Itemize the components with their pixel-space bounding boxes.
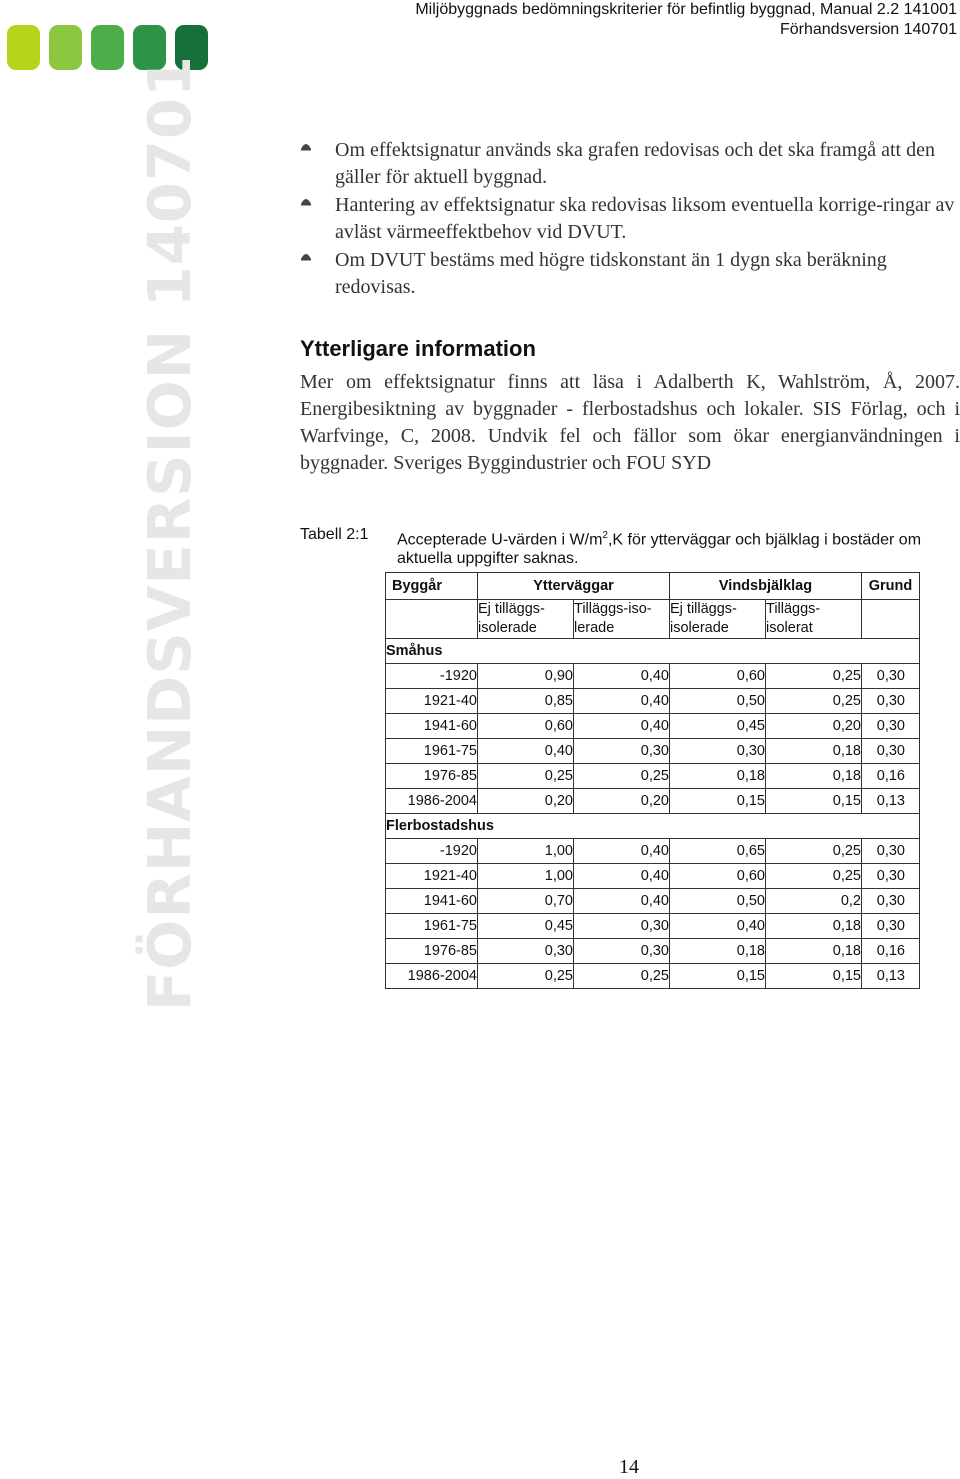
draft-watermark: FÖRHANDSVERSION 140701 bbox=[135, 54, 204, 1011]
u-value-cell: 0,13 bbox=[862, 964, 920, 989]
u-value-cell: 0,25 bbox=[766, 864, 862, 889]
logo-block-1 bbox=[7, 25, 40, 70]
table-row bbox=[386, 739, 920, 764]
u-value-cell: 0,40 bbox=[574, 889, 670, 914]
u-value-cell: 0,15 bbox=[670, 964, 766, 989]
bullet-icon bbox=[300, 141, 312, 151]
table-header-row bbox=[386, 573, 920, 600]
u-value-cell: 0,40 bbox=[574, 689, 670, 714]
section-heading: Ytterligare information bbox=[300, 336, 536, 361]
header-title: Miljöbyggnads bedömningskriterier för befintlig byggnad, Manual 2.2 141001 bbox=[415, 1, 957, 18]
year-cell: 1976-85 bbox=[386, 764, 478, 789]
u-value-table bbox=[385, 572, 920, 989]
reference-paragraph: Mer om effektsignatur finns att läsa i Adalberth K, Wahlström, Å, 2007. Energibesiktning av byggnader - flerbostadshus och lokaler. SIS Förlag, och i Warfvinge, C, 2008. Undvik fel och fällor som ökar energianvändningen i byggnader. Sveriges Byggindustrier och FOU SYD bbox=[300, 371, 960, 474]
bullet-icon bbox=[300, 196, 312, 206]
u-value-cell: 0,45 bbox=[670, 714, 766, 739]
u-value-cell: 0,30 bbox=[670, 739, 766, 764]
u-value-cell: 0,70 bbox=[478, 889, 574, 914]
u-value-cell: 0,15 bbox=[766, 789, 862, 814]
u-value-cell: 0,18 bbox=[766, 939, 862, 964]
bullet-item bbox=[300, 137, 960, 191]
u-value-cell: 0,18 bbox=[670, 764, 766, 789]
year-cell: 1961-75 bbox=[386, 739, 478, 764]
requirements-list bbox=[300, 137, 960, 302]
table-caption-number: Tabell 2:1 bbox=[300, 526, 369, 543]
subheader-wall-not-insulated: Ej tilläggs-isolerade bbox=[478, 600, 574, 639]
u-value-cell: 0,13 bbox=[862, 789, 920, 814]
caption-superscript: 2 bbox=[602, 530, 608, 541]
u-value-cell: 0,25 bbox=[574, 964, 670, 989]
u-value-cell: 0,40 bbox=[574, 714, 670, 739]
u-value-cell: 0,40 bbox=[574, 864, 670, 889]
bullet-text: Hantering av effektsignatur ska redovisas liksom eventuella korrige-ringar av avläst värmeeffektbehov vid DVUT. bbox=[335, 194, 955, 243]
header-vindsbjalklag: Vindsbjälklag bbox=[670, 573, 862, 600]
u-value-cell: 0,18 bbox=[766, 914, 862, 939]
u-value-cell: 0,30 bbox=[862, 739, 920, 764]
u-value-cell: 0,25 bbox=[478, 764, 574, 789]
page-number: 14 bbox=[619, 1456, 639, 1478]
year-cell: -1920 bbox=[386, 664, 478, 689]
u-value-cell: 0,50 bbox=[670, 889, 766, 914]
header-grund: Grund bbox=[862, 573, 920, 600]
table-row bbox=[386, 889, 920, 914]
u-value-cell: 0,30 bbox=[478, 939, 574, 964]
u-value-cell: 0,60 bbox=[670, 664, 766, 689]
group-row bbox=[386, 814, 920, 839]
u-value-cell: 0,15 bbox=[766, 964, 862, 989]
logo-block-3 bbox=[91, 25, 124, 70]
u-value-cell: 0,30 bbox=[862, 689, 920, 714]
u-value-cell: 0,65 bbox=[670, 839, 766, 864]
year-cell: 1986-2004 bbox=[386, 964, 478, 989]
year-cell: -1920 bbox=[386, 839, 478, 864]
u-value-cell: 0,40 bbox=[574, 839, 670, 864]
u-value-cell: 0,25 bbox=[766, 664, 862, 689]
table-row bbox=[386, 714, 920, 739]
year-cell: 1961-75 bbox=[386, 914, 478, 939]
u-value-cell: 0,50 bbox=[670, 689, 766, 714]
u-value-cell: 0,45 bbox=[478, 914, 574, 939]
u-value-cell: 0,20 bbox=[478, 789, 574, 814]
u-value-cell: 1,00 bbox=[478, 864, 574, 889]
u-value-cell: 0,30 bbox=[574, 914, 670, 939]
bullet-text: Om DVUT bestäms med högre tidskonstant än 1 dygn ska beräkning redovisas. bbox=[335, 249, 887, 298]
header-ytterväggar: Ytterväggar bbox=[478, 573, 670, 600]
running-header bbox=[415, 0, 957, 40]
table-row bbox=[386, 839, 920, 864]
u-value-cell: 0,2 bbox=[766, 889, 862, 914]
table-row bbox=[386, 789, 920, 814]
table-row bbox=[386, 914, 920, 939]
u-value-cell: 0,30 bbox=[862, 839, 920, 864]
u-value-cell: 0,40 bbox=[574, 664, 670, 689]
caption-text-before: Accepterade U-värden i W/m bbox=[397, 531, 603, 549]
table-row bbox=[386, 764, 920, 789]
u-value-cell: 0,20 bbox=[574, 789, 670, 814]
table-subheader-row bbox=[386, 600, 920, 639]
u-value-cell: 0,18 bbox=[766, 764, 862, 789]
year-cell: 1976-85 bbox=[386, 939, 478, 964]
u-value-cell: 0,30 bbox=[862, 914, 920, 939]
u-value-cell: 0,85 bbox=[478, 689, 574, 714]
table-caption-text bbox=[397, 526, 960, 568]
u-value-cell: 0,60 bbox=[670, 864, 766, 889]
u-value-cell: 0,25 bbox=[478, 964, 574, 989]
u-value-cell: 0,18 bbox=[766, 739, 862, 764]
year-cell: 1921-40 bbox=[386, 864, 478, 889]
bullet-item bbox=[300, 192, 960, 246]
caption-text-after: ,K för ytterväggar och bjälklag i bostäder om aktuella uppgifter saknas. bbox=[397, 531, 922, 568]
table-row bbox=[386, 939, 920, 964]
table-row bbox=[386, 964, 920, 989]
u-value-cell: 0,90 bbox=[478, 664, 574, 689]
subheader-wall-insulated: Tilläggs-iso-lerade bbox=[574, 600, 670, 639]
u-value-cell: 0,25 bbox=[766, 839, 862, 864]
u-value-cell: 1,00 bbox=[478, 839, 574, 864]
year-cell: 1986-2004 bbox=[386, 789, 478, 814]
header-version: Förhandsversion 140701 bbox=[779, 21, 957, 38]
bullet-icon bbox=[300, 251, 312, 261]
u-value-cell: 0,18 bbox=[670, 939, 766, 964]
subheader-attic-not-insulated: Ej tilläggs-isolerade bbox=[670, 600, 766, 639]
group-row bbox=[386, 639, 920, 664]
u-value-cell: 0,20 bbox=[766, 714, 862, 739]
u-value-cell: 0,25 bbox=[766, 689, 862, 714]
table-row bbox=[386, 689, 920, 714]
u-value-cell: 0,40 bbox=[478, 739, 574, 764]
group-label: Flerbostadshus bbox=[386, 814, 920, 839]
subheader-attic-insulated: Tilläggs-isolerat bbox=[766, 600, 862, 639]
u-value-cell: 0,60 bbox=[478, 714, 574, 739]
table-row bbox=[386, 864, 920, 889]
year-cell: 1941-60 bbox=[386, 889, 478, 914]
group-label: Småhus bbox=[386, 639, 920, 664]
u-value-cell: 0,30 bbox=[862, 714, 920, 739]
header-byggar: Byggår bbox=[386, 573, 478, 600]
u-value-cell: 0,15 bbox=[670, 789, 766, 814]
subheader-empty bbox=[386, 600, 478, 639]
year-cell: 1921-40 bbox=[386, 689, 478, 714]
u-value-cell: 0,16 bbox=[862, 764, 920, 789]
u-value-cell: 0,40 bbox=[670, 914, 766, 939]
bullet-item bbox=[300, 247, 960, 301]
u-value-cell: 0,25 bbox=[574, 764, 670, 789]
u-value-cell: 0,30 bbox=[574, 739, 670, 764]
logo-block-2 bbox=[49, 25, 82, 70]
u-value-cell: 0,30 bbox=[862, 889, 920, 914]
bullet-text: Om effektsignatur används ska grafen redovisas och det ska framgå att den gäller för aktuell byggnad. bbox=[335, 139, 935, 188]
table-row bbox=[386, 664, 920, 689]
u-value-cell: 0,30 bbox=[862, 864, 920, 889]
u-value-cell: 0,30 bbox=[862, 664, 920, 689]
subheader-grund-empty bbox=[862, 600, 920, 639]
u-value-cell: 0,16 bbox=[862, 939, 920, 964]
table-body bbox=[386, 639, 920, 989]
u-value-cell: 0,30 bbox=[574, 939, 670, 964]
year-cell: 1941-60 bbox=[386, 714, 478, 739]
